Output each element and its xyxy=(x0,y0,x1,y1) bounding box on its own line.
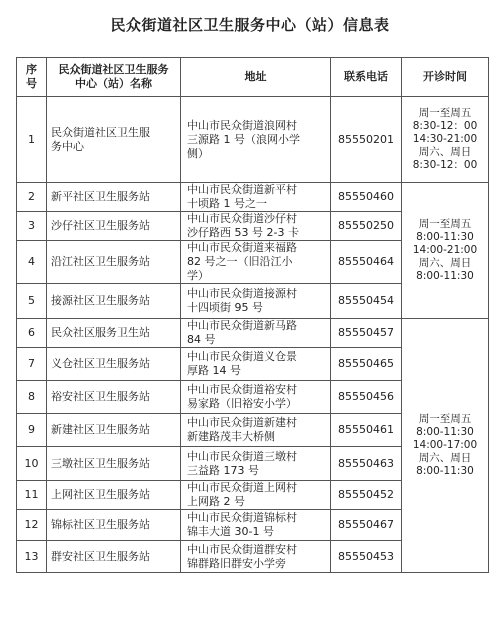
station-name: 三墩社区卫生服务站 xyxy=(47,447,181,481)
table-row xyxy=(17,97,489,183)
opening-hours: 周一至周五 8:00-11:30 14:00-17:00 周六、周日 8:00-11:30 xyxy=(402,319,489,573)
station-address: 中山市民众街道裕安村 易家路（旧裕安小学） xyxy=(181,381,331,414)
station-phone: 85550201 xyxy=(331,97,402,183)
station-name: 接源社区卫生服务站 xyxy=(47,284,181,319)
station-address: 中山市民众街道新平村 十顷路 1 号之一 xyxy=(181,183,331,212)
row-index: 13 xyxy=(17,541,47,573)
row-index: 3 xyxy=(17,212,47,241)
header-hours: 开诊时间 xyxy=(402,58,489,97)
header-address: 地址 xyxy=(181,58,331,97)
station-name: 民众街道社区卫生服 务中心 xyxy=(47,97,181,183)
station-address: 中山市民众街道锦标村 锦丰大道 30-1 号 xyxy=(181,510,331,541)
station-address: 中山市民众街道三墩村 三益路 173 号 xyxy=(181,447,331,481)
station-address: 中山市民众街道浪网村 三源路 1 号（浪网小学 侧） xyxy=(181,97,331,183)
station-name: 上网社区卫生服务站 xyxy=(47,481,181,510)
station-name: 沿江社区卫生服务站 xyxy=(47,241,181,284)
row-index: 10 xyxy=(17,447,47,481)
station-address: 中山市民众街道新建村 新建路茂丰大桥侧 xyxy=(181,414,331,447)
station-name: 沙仔社区卫生服务站 xyxy=(47,212,181,241)
row-index: 6 xyxy=(17,319,47,348)
station-phone: 85550465 xyxy=(331,348,402,381)
station-phone: 85550457 xyxy=(331,319,402,348)
station-name: 民众社区服务卫生站 xyxy=(47,319,181,348)
header-row xyxy=(17,58,489,97)
station-address: 中山市民众街道接源村 十四顷街 95 号 xyxy=(181,284,331,319)
station-phone: 85550463 xyxy=(331,447,402,481)
page-title: 民众街道社区卫生服务中心（站）信息表 xyxy=(110,16,390,34)
station-address: 中山市民众街道义仓景 厚路 14 号 xyxy=(181,348,331,381)
station-address: 中山市民众街道来福路 82 号之一（旧沿江小 学） xyxy=(181,241,331,284)
table-row xyxy=(17,319,489,348)
station-phone: 85550453 xyxy=(331,541,402,573)
row-index: 4 xyxy=(17,241,47,284)
station-name: 新平社区卫生服务站 xyxy=(47,183,181,212)
row-index: 2 xyxy=(17,183,47,212)
table-row xyxy=(17,183,489,212)
station-phone: 85550454 xyxy=(331,284,402,319)
station-address: 中山市民众街道群安村 锦群路旧群安小学旁 xyxy=(181,541,331,573)
station-name: 义仓社区卫生服务站 xyxy=(47,348,181,381)
info-table xyxy=(16,57,489,573)
opening-hours: 周一至周五 8:00-11:30 14:00-21:00 周六、周日 8:00-11:30 xyxy=(402,183,489,319)
station-phone: 85550464 xyxy=(331,241,402,284)
station-address: 中山市民众街道新马路 84 号 xyxy=(181,319,331,348)
station-phone: 85550452 xyxy=(331,481,402,510)
row-index: 12 xyxy=(17,510,47,541)
row-index: 9 xyxy=(17,414,47,447)
header-phone: 联系电话 xyxy=(331,58,402,97)
row-index: 1 xyxy=(17,97,47,183)
station-phone: 85550456 xyxy=(331,381,402,414)
row-index: 8 xyxy=(17,381,47,414)
station-phone: 85550250 xyxy=(331,212,402,241)
opening-hours: 周一至周五 8:30-12：00 14:30-21:00 周六、周日 8:30-12：00 xyxy=(402,97,489,183)
station-name: 新建社区卫生服务站 xyxy=(47,414,181,447)
row-index: 11 xyxy=(17,481,47,510)
header-name: 民众街道社区卫生服务 中心（站）名称 xyxy=(47,58,181,97)
station-phone: 85550461 xyxy=(331,414,402,447)
station-address: 中山市民众街道沙仔村 沙仔路西 53 号 2-3 卡 xyxy=(181,212,331,241)
station-address: 中山市民众街道上网村 上网路 2 号 xyxy=(181,481,331,510)
station-phone: 85550460 xyxy=(331,183,402,212)
station-phone: 85550467 xyxy=(331,510,402,541)
station-name: 锦标社区卫生服务站 xyxy=(47,510,181,541)
header-index: 序 号 xyxy=(17,58,47,97)
station-name: 裕安社区卫生服务站 xyxy=(47,381,181,414)
row-index: 7 xyxy=(17,348,47,381)
row-index: 5 xyxy=(17,284,47,319)
station-name: 群安社区卫生服务站 xyxy=(47,541,181,573)
